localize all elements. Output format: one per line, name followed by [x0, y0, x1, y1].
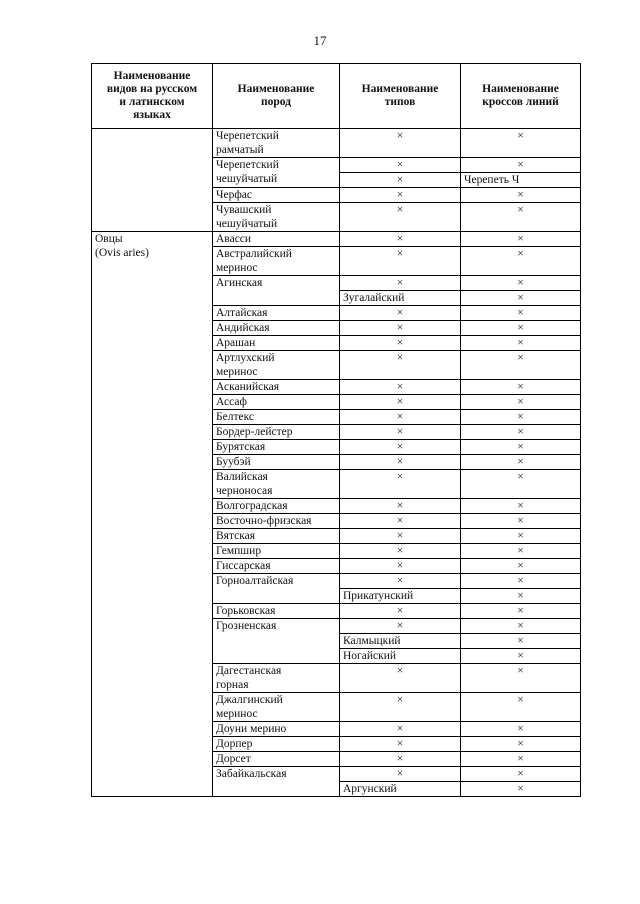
- breed-name: черноносая: [216, 485, 273, 497]
- breed-name: Андийская: [216, 322, 270, 334]
- breed-cell: [213, 410, 340, 425]
- species-name: (Ovis aries): [95, 247, 149, 259]
- breed-name: чешуйчатый: [216, 218, 278, 230]
- cross-cell: ×: [461, 544, 581, 559]
- header-species-line: видов на русском: [106, 83, 198, 95]
- header-type-line: типов: [384, 96, 416, 108]
- cross-cell: ×: [461, 306, 581, 321]
- type-cell: ×: [340, 247, 461, 276]
- breed-name: Волгоградская: [216, 500, 288, 512]
- breed-cell: [213, 737, 340, 752]
- type-cell: ×: [340, 455, 461, 470]
- species-name: Овцы: [95, 233, 123, 245]
- type-cell: ×: [340, 173, 461, 188]
- breed-name: Восточно-фризская: [216, 515, 312, 527]
- breed-name: Бордер-лейстер: [216, 426, 293, 438]
- breed-name: Черепетский: [216, 130, 279, 142]
- breed-name: Валийская: [216, 471, 268, 483]
- header-breed: [213, 64, 340, 129]
- breed-name: Агинская: [216, 277, 263, 289]
- breed-cell: [213, 470, 340, 499]
- cross-cell: ×: [461, 203, 581, 232]
- header-species: [92, 64, 213, 129]
- breed-name: Джалгинский: [216, 694, 283, 706]
- cross-cell: ×: [461, 574, 581, 589]
- type-cell: ×: [340, 544, 461, 559]
- type-cell: ×: [340, 203, 461, 232]
- breed-cell: [213, 232, 340, 247]
- breed-name: Алтайская: [216, 307, 268, 319]
- type-cell: ×: [340, 188, 461, 203]
- breed-name: Гемпшир: [216, 545, 262, 557]
- type-cell: ×: [340, 232, 461, 247]
- header-cross: [461, 64, 581, 129]
- breed-name: Авасси: [216, 233, 252, 245]
- type-cell: Аргунский: [340, 782, 461, 797]
- breed-name: Асканийская: [216, 381, 280, 393]
- breed-cell: [213, 619, 340, 664]
- table-body: [92, 129, 581, 797]
- breed-name: Вятская: [216, 530, 256, 542]
- cross-cell: ×: [461, 321, 581, 336]
- breed-name: меринос: [216, 366, 258, 378]
- type-cell: ×: [340, 514, 461, 529]
- breed-cell: [213, 276, 340, 306]
- breed-cell: [213, 321, 340, 336]
- cross-cell: ×: [461, 664, 581, 693]
- type-cell: ×: [340, 395, 461, 410]
- breed-name: Горьковская: [216, 605, 276, 617]
- header-species-line: языках: [133, 109, 171, 121]
- cross-cell: ×: [461, 425, 581, 440]
- header-species-line: Наименование: [113, 70, 191, 82]
- cross-cell: ×: [461, 276, 581, 291]
- breed-name: Грозненская: [216, 620, 277, 632]
- breed-name: Буубэй: [216, 456, 251, 468]
- type-cell: ×: [340, 619, 461, 634]
- breed-cell: [213, 129, 340, 158]
- breed-name: Бурятская: [216, 441, 266, 453]
- type-cell: ×: [340, 351, 461, 380]
- breed-name: Доуни мерино: [216, 723, 287, 735]
- header-cross-line: Наименование: [482, 83, 559, 95]
- header-type: [340, 64, 461, 129]
- breed-cell: [213, 693, 340, 722]
- cross-cell: ×: [461, 410, 581, 425]
- header-species-line: и латинском: [119, 96, 185, 108]
- type-cell: ×: [340, 559, 461, 574]
- type-cell: ×: [340, 574, 461, 589]
- breed-cell: [213, 559, 340, 574]
- breed-name: Гиссарская: [216, 560, 271, 572]
- cross-cell: ×: [461, 351, 581, 380]
- type-cell: ×: [340, 664, 461, 693]
- header-breed-line: Наименование: [237, 83, 315, 95]
- breed-name: Артлухский: [216, 352, 275, 364]
- type-cell: ×: [340, 529, 461, 544]
- type-cell: Ногайский: [340, 649, 461, 664]
- cross-cell: ×: [461, 291, 581, 306]
- type-cell: ×: [340, 306, 461, 321]
- cross-cell: ×: [461, 752, 581, 767]
- type-cell: Зугалайский: [340, 291, 461, 306]
- breed-cell: [213, 380, 340, 395]
- breed-cell: [213, 752, 340, 767]
- type-cell: ×: [340, 737, 461, 752]
- breed-cell: [213, 306, 340, 321]
- cross-cell: Черепеть Ч: [461, 173, 581, 188]
- type-cell: Калмыцкий: [340, 634, 461, 649]
- breed-cell: [213, 425, 340, 440]
- type-cell: ×: [340, 410, 461, 425]
- cross-cell: ×: [461, 129, 581, 158]
- cross-cell: ×: [461, 619, 581, 634]
- cross-cell: ×: [461, 514, 581, 529]
- cross-cell: ×: [461, 232, 581, 247]
- species-cell: [92, 129, 213, 232]
- breed-name: чешуйчатый: [216, 173, 278, 185]
- cross-cell: ×: [461, 380, 581, 395]
- breed-name: меринос: [216, 262, 258, 274]
- cross-cell: ×: [461, 440, 581, 455]
- cross-cell: ×: [461, 395, 581, 410]
- breed-name: Чувашский: [216, 204, 272, 216]
- breed-name: Австралийский: [216, 248, 292, 260]
- breed-cell: [213, 767, 340, 797]
- header-cross-line: кроссов линий: [482, 96, 559, 108]
- cross-cell: ×: [461, 649, 581, 664]
- breed-cell: [213, 664, 340, 693]
- breed-cell: [213, 336, 340, 351]
- type-cell: ×: [340, 470, 461, 499]
- breed-cell: [213, 203, 340, 232]
- type-cell: ×: [340, 380, 461, 395]
- cross-cell: ×: [461, 247, 581, 276]
- breed-name: Белтекс: [216, 411, 254, 423]
- breed-name: Забайкальская: [216, 768, 287, 780]
- cross-cell: ×: [461, 188, 581, 203]
- breed-cell: [213, 529, 340, 544]
- type-cell: ×: [340, 336, 461, 351]
- table-header: [92, 64, 581, 129]
- breed-cell: [213, 395, 340, 410]
- cross-cell: ×: [461, 589, 581, 604]
- breed-cell: [213, 455, 340, 470]
- type-cell: ×: [340, 158, 461, 173]
- cross-cell: ×: [461, 470, 581, 499]
- type-cell: ×: [340, 276, 461, 291]
- cross-cell: ×: [461, 737, 581, 752]
- breed-cell: [213, 544, 340, 559]
- cross-cell: ×: [461, 455, 581, 470]
- breed-cell: [213, 158, 340, 188]
- cross-cell: ×: [461, 767, 581, 782]
- type-cell: ×: [340, 499, 461, 514]
- cross-cell: ×: [461, 529, 581, 544]
- breed-cell: [213, 188, 340, 203]
- breed-name: меринос: [216, 708, 258, 720]
- breed-name: Дагестанская: [216, 665, 282, 677]
- breeds-table: [91, 63, 581, 797]
- breed-cell: [213, 440, 340, 455]
- type-cell: Прикатунский: [340, 589, 461, 604]
- type-cell: ×: [340, 767, 461, 782]
- breed-cell: [213, 514, 340, 529]
- cross-cell: ×: [461, 559, 581, 574]
- type-cell: ×: [340, 693, 461, 722]
- table-row: [92, 129, 581, 158]
- breed-cell: [213, 351, 340, 380]
- cross-cell: ×: [461, 693, 581, 722]
- breed-name: рамчатый: [216, 144, 264, 156]
- cross-cell: ×: [461, 722, 581, 737]
- cross-cell: ×: [461, 634, 581, 649]
- breed-name: Горноалтайская: [216, 575, 294, 587]
- breed-cell: [213, 722, 340, 737]
- header-type-line: Наименование: [361, 83, 439, 95]
- type-cell: ×: [340, 604, 461, 619]
- breed-name: Дорсет: [216, 753, 251, 765]
- breed-name: Черепетский: [216, 159, 279, 171]
- type-cell: ×: [340, 752, 461, 767]
- type-cell: ×: [340, 129, 461, 158]
- breed-cell: [213, 247, 340, 276]
- type-cell: ×: [340, 722, 461, 737]
- species-cell: [92, 232, 213, 797]
- breed-name: Дорпер: [216, 738, 253, 750]
- cross-cell: ×: [461, 158, 581, 173]
- cross-cell: ×: [461, 336, 581, 351]
- breed-name: Арашан: [216, 337, 256, 349]
- breed-name: горная: [216, 679, 249, 691]
- type-cell: ×: [340, 425, 461, 440]
- breed-cell: [213, 499, 340, 514]
- breed-cell: [213, 604, 340, 619]
- page-number: 17: [313, 33, 327, 48]
- cross-cell: ×: [461, 499, 581, 514]
- type-cell: ×: [340, 440, 461, 455]
- type-cell: ×: [340, 321, 461, 336]
- cross-cell: ×: [461, 604, 581, 619]
- header-breed-line: пород: [260, 96, 291, 108]
- breed-name: Ассаф: [216, 396, 247, 408]
- cross-cell: ×: [461, 782, 581, 797]
- breed-cell: [213, 574, 340, 604]
- table-row: [92, 232, 581, 247]
- breed-name: Черфас: [216, 189, 252, 201]
